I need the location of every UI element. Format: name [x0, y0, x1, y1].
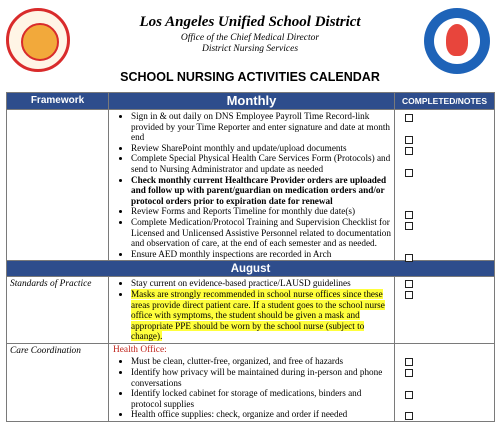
completed-notes-column-header: COMPLETED/NOTES: [395, 93, 495, 110]
care-item: • Health office supplies: check, organize and order if needed: [131, 409, 394, 420]
checkbox[interactable]: [405, 222, 413, 230]
care-coordination-row: [7, 343, 495, 421]
care-item: • Identify how privacy will be maintained during in-person and phone conversations: [131, 367, 394, 388]
monthly-item: • Review SharePoint monthly and update/upload documents: [131, 143, 394, 154]
checkbox[interactable]: [405, 254, 413, 262]
checkbox[interactable]: [405, 136, 413, 144]
checkbox[interactable]: [405, 358, 413, 366]
standards-item: • Stay current on evidence-based practice/LAUSD guidelines: [131, 278, 394, 289]
care-item: • Identify locked cabinet for storage of medications, binders and protocol supplies: [131, 388, 394, 409]
monthly-row: [7, 110, 495, 261]
checkbox[interactable]: [405, 369, 413, 377]
office-lines: [120, 33, 380, 55]
monthly-item: • Sign in & out daily on DNS Employee Payroll Time Record-link provided by your Time Reporter and enter signature and date at month end: [131, 111, 394, 143]
monthly-item: • Check monthly current Healthcare Provider orders are uploaded and follow up with parent/guardian on medication orders and/or protocol orders prior to expiration date for renewal: [131, 175, 394, 207]
document-header: [0, 0, 500, 96]
care-items-cell: [109, 343, 395, 421]
standards-completed-cell: [395, 277, 495, 344]
office-line-2: District Nursing Services: [201, 44, 299, 54]
august-band-row: [7, 261, 495, 277]
checkbox[interactable]: [405, 391, 413, 399]
standards-item-highlighted: [131, 289, 394, 342]
lausd-ready-for-the-world-logo: [424, 8, 490, 74]
monthly-item: • Review Forms and Reports Timeline for monthly due date(s): [131, 206, 394, 217]
framework-column-header: Framework: [7, 93, 109, 110]
standards-row: [7, 277, 495, 344]
care-list: [109, 355, 394, 421]
health-office-label: Health Office:: [113, 344, 167, 355]
district-name: Los Angeles Unified School District: [139, 14, 361, 30]
checkbox[interactable]: [405, 412, 413, 420]
care-item: • Must be clean, clutter-free, organized, and free of hazards: [131, 356, 394, 367]
checkbox[interactable]: [405, 280, 413, 288]
lausd-nursing-seal-logo: [6, 8, 70, 72]
monthly-completed-cell: [395, 110, 495, 261]
highlighted-text: Masks are strongly recommended in school nurse offices since these areas provide direct patient care. If a student goes to the school nurse office with symptoms, the student should be given a mask and appropriate PPE should be worn by the school nurse (subject to change).: [131, 288, 385, 342]
checkbox[interactable]: [405, 211, 413, 219]
table-header-row: [7, 93, 495, 110]
standards-list: [109, 277, 394, 343]
monthly-item: • Complete Medication/Protocol Training and Supervision Checklist for Licensed and Unlicensed Assistive Personnel related to documentation and observation of care, at the end of each semester and as needed.: [131, 217, 394, 249]
monthly-framework-cell: [7, 110, 109, 261]
monthly-items-cell: [109, 110, 395, 261]
checkbox[interactable]: [405, 114, 413, 122]
care-framework-cell: Care Coordination: [7, 343, 109, 421]
standards-framework-cell: Standards of Practice: [7, 277, 109, 344]
monthly-item: • Ensure AED monthly inspections are recorded in Arch: [131, 249, 394, 260]
checkbox[interactable]: [405, 291, 413, 299]
office-line-1: Office of the Chief Medical Director: [180, 33, 320, 43]
care-completed-cell: [395, 343, 495, 421]
monthly-list: [109, 110, 394, 260]
monthly-item: • Complete Special Physical Health Care Services Form (Protocols) and send to Nursing Administrator and update as needed: [131, 153, 394, 174]
activities-table: [6, 92, 495, 422]
monthly-column-header: Monthly: [109, 93, 395, 110]
document-title: SCHOOL NURSING ACTIVITIES CALENDAR: [120, 70, 380, 84]
checkbox[interactable]: [405, 147, 413, 155]
checkbox[interactable]: [405, 169, 413, 177]
standards-items-cell: [109, 277, 395, 344]
august-label: August: [7, 261, 495, 277]
